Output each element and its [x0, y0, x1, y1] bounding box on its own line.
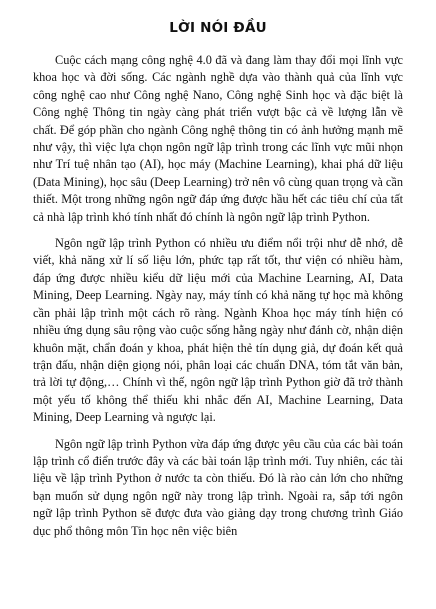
- paragraph-2: Ngôn ngữ lập trình Python có nhiều ưu điểm nổi trội như dễ nhớ, dễ viết, khả năng xử lí số liệu lớn, phức tạp rất tốt, thư viện có nhiều hàm, đáp ứng được nhiều kiểu dữ liệu mới của Machine Learning, AI, Data Mining, Deep Learning. Ngày nay, máy tính có khả năng tự học mà không cần phải lập trình một cách rõ ràng. Ngành Khoa học máy tính hiện có nhiều ứng dụng sâu rộng vào cuộc sống hằng ngày như đánh cờ, nhận diện khuôn mặt, chẩn đoán y khoa, phát hiện thẻ tín dụng giả, dự đoán kết quả trận đấu, nhận diện giọng nói, phân loại các chuẩn DNA, tóm tắt văn bản, trả lời tự động,… Chính vì thế, ngôn ngữ lập trình Python giờ đã trở thành một yếu tố không thể thiếu khi nhắc đến AI, Machine Learning, Data Mining, Deep Learning và ngược lại.: [33, 236, 403, 425]
- page-title: LỜI NÓI ĐẦU: [169, 20, 267, 36]
- paragraph-1: Cuộc cách mạng công nghệ 4.0 đã và đang làm thay đổi mọi lĩnh vực khoa học và đời sống. Các ngành nghề dựa vào thành quả của lĩnh vực công nghệ cao như Công nghệ Nano, Công nghệ Sinh học và đặc biệt là Công nghệ Thông tin ngày càng phát triển vượt bậc cả về lượng lẫn về chất. Để góp phần cho ngành Công nghệ thông tin có ảnh hưởng mạnh mẽ như vậy, thì việc lựa chọn ngôn ngữ lập trình trong các lĩnh vực mũi nhọn như Trí tuệ nhân tạo (AI), học máy (Machine Learning), khai phá dữ liệu (Data Mining), học sâu (Deep Learning) trở nên vô cùng quan trọng và cần thiết. Một trong những ngôn ngữ đáp ứng được hầu hết các tiêu chí của tất cả nhà lập trình khó tính nhất đó chính là ngôn ngữ lập trình Python.: [33, 53, 403, 224]
- paragraph-3: Ngôn ngữ lập trình Python vừa đáp ứng được yêu cầu của các bài toán lập trình cổ điển trước đây và các bài toán lập trình mới. Tuy nhiên, các tài liệu về lập trình Python ở nước ta còn thiếu. Đó là rào cản lớn cho những bạn muốn sử dụng ngôn ngữ này trong lập trình. Ngoài ra, sắp tới ngôn ngữ lập trình Python sẽ được đưa vào giảng dạy trong chương trình Giáo dục phổ thông môn Tin học nên việc biên: [33, 436, 403, 538]
